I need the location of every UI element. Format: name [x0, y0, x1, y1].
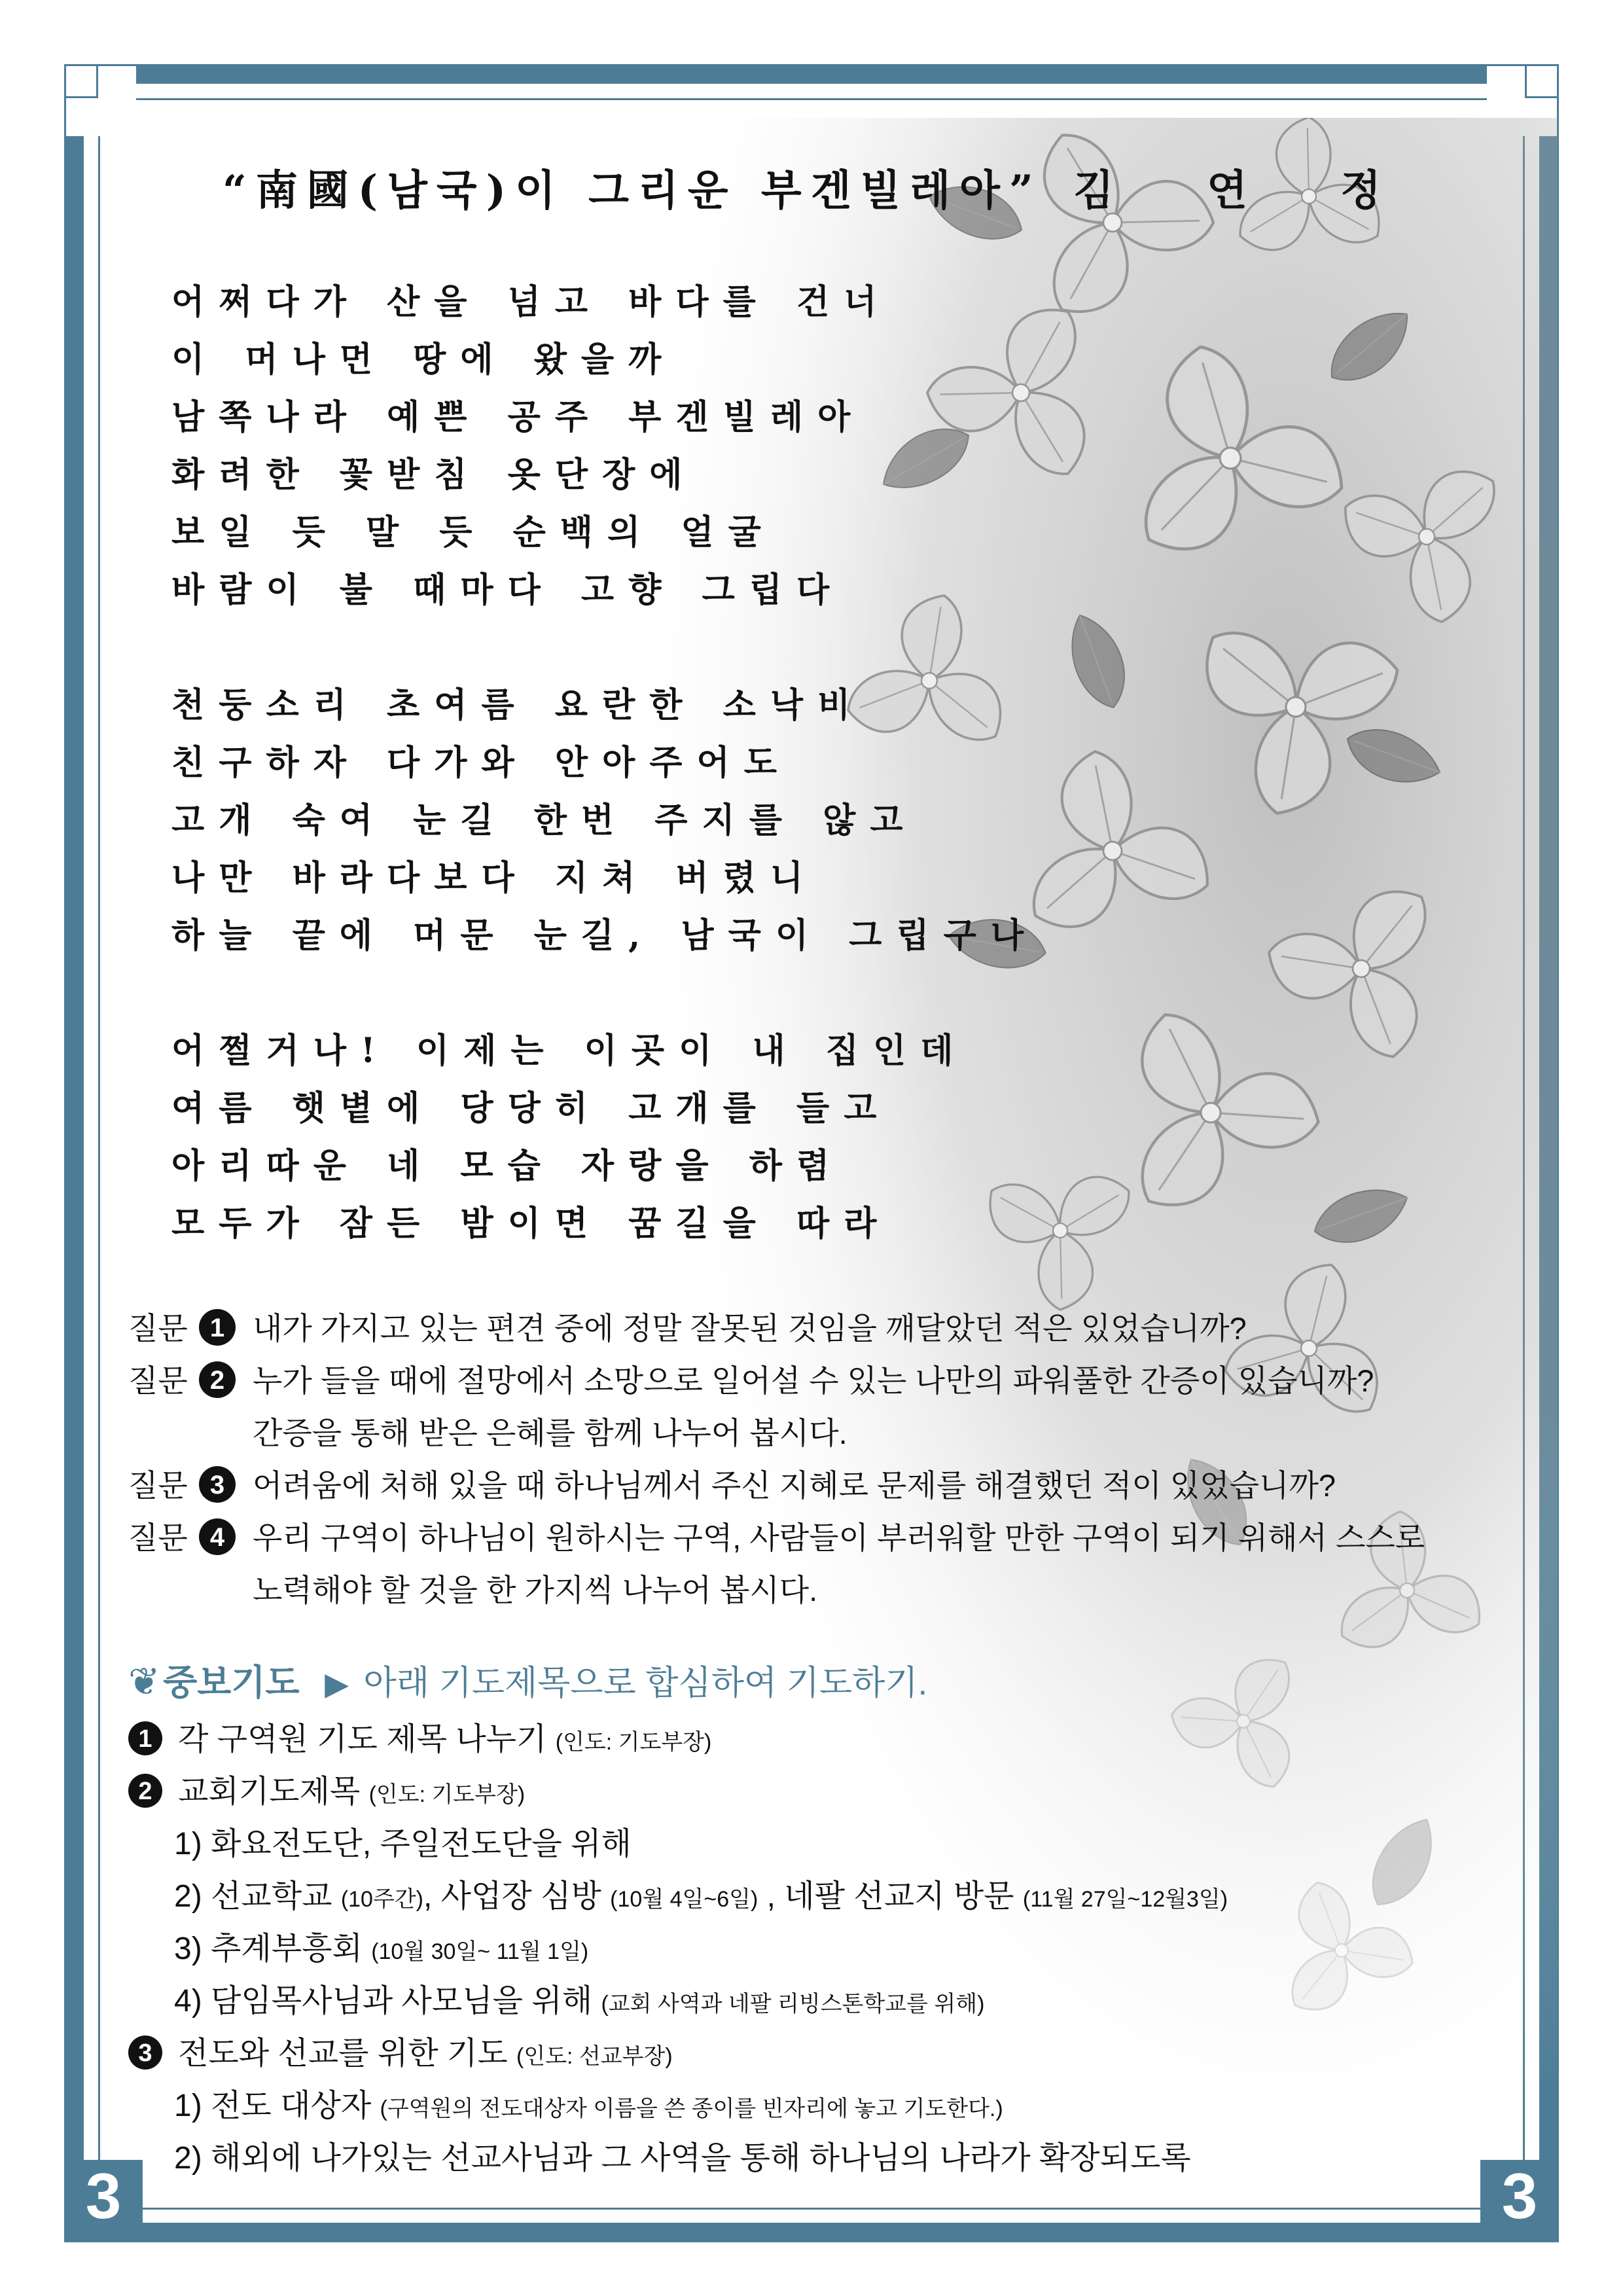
prayer-item: [128, 1923, 1516, 1975]
poem-line: 어쩔거나! 이제는 이곳이 내 집인데: [171, 1031, 968, 1071]
prayer-item-text: 1) 화요전도단, 주일전도단을 위해: [174, 1827, 632, 1861]
prayer-number-badge: 3: [128, 2036, 162, 2070]
prayer-item-text: , 네팔 선교지 방문: [758, 1879, 1023, 1914]
poem-line: 하늘 끝에 머문 눈길, 남국이 그립구나: [171, 916, 1039, 956]
question-number-badge: 2: [199, 1361, 236, 1398]
question-label: 질문: [128, 1363, 188, 1398]
question-number-badge: 3: [199, 1466, 236, 1503]
page-number: 3: [64, 2160, 143, 2232]
prayer-item-text: 2) 해외에 나가있는 선교사님과 그 사역을 통해 하나님의 나라가 확장되도록: [174, 2141, 1191, 2176]
page-number: 3: [1480, 2160, 1559, 2232]
flower-icon: ❦: [128, 1660, 160, 1703]
prayer-section-note: (인도: 기도부장): [555, 1730, 712, 1755]
prayer-item: [128, 2080, 1516, 2132]
prayer-item-text: 4) 담임목사님과 사모님을 위해: [174, 1984, 601, 2018]
prayer-item-text: 1) 전도 대상자: [174, 2089, 380, 2123]
poem-stanza: [171, 677, 1153, 965]
poem-line: 이 머나먼 땅에 왔을까: [171, 340, 676, 380]
prayer-item-text: 2) 선교학교: [174, 1879, 341, 1914]
question-text: 내가 가지고 있는 편견 중에 정말 잘못된 것임을 깨달았던 적은 있었습니까?: [253, 1311, 1247, 1346]
prayer-number-badge: 2: [128, 1774, 162, 1808]
question-text: 어려움에 처해 있을 때 하나님께서 주신 지혜로 문제를 해결했던 적이 있었습니까?: [253, 1468, 1336, 1503]
prayer-section-title: 전도와 선교를 위한 기도: [178, 2036, 508, 2071]
question-text: 누가 들을 때에 절망에서 소망으로 일어설 수 있는 나만의 파워풀한 간증이 있습니까?: [253, 1363, 1374, 1398]
prayer-item: [128, 1871, 1516, 1923]
poem-line: 보일 듯 말 듯 순백의 얼굴: [171, 512, 776, 552]
poem-stanza: [171, 1022, 1153, 1253]
poem-author: 김 연 정: [1073, 166, 1421, 215]
prayer-item: [128, 2132, 1516, 2185]
prayer-section-note: (인도: 선교부장): [516, 2044, 673, 2069]
question-number-badge: 4: [199, 1518, 236, 1555]
prayer-section-title: 각 구역원 기도 제목 나누기: [178, 1722, 547, 1757]
question-label: 질문: [128, 1311, 188, 1346]
poem-line: 친구하자 다가와 안아주어도: [171, 743, 791, 783]
poem-line: 고개 숙여 눈길 한번 주지를 않고: [171, 800, 918, 840]
prayer-item-note: (11월 27일~12월3일): [1022, 1887, 1228, 1912]
prayer-item-text: 3) 추계부흥회: [174, 1931, 372, 1966]
poem-line: 나만 바라다보다 지쳐 버렸니: [171, 858, 818, 898]
poem-line: 바람이 불 때마다 고향 그립다: [171, 570, 844, 610]
poem-title: “南國(남국)이 그리운 부겐빌레아”: [223, 166, 1043, 215]
question-item: [128, 1355, 1516, 1407]
prayer-section: [128, 1713, 1516, 1766]
question-text-continued: 간증을 통해 받은 은혜를 함께 나누어 봅시다.: [253, 1416, 847, 1450]
question-label: 질문: [128, 1468, 188, 1503]
poem-line: 아리따운 네 모습 자랑을 하렴: [171, 1146, 844, 1186]
play-arrow-icon: ▶: [325, 1667, 349, 1702]
question-number-badge: 1: [199, 1309, 236, 1346]
frame-corner-ornament: [64, 64, 136, 136]
poem-line: 남쪽나라 예쁜 공주 부겐빌레아: [171, 397, 865, 437]
prayer-item-note: (10월 30일~ 11월 1일): [371, 1939, 589, 1964]
prayer-title: 중보기도: [163, 1661, 300, 1703]
prayer-header: [128, 1653, 927, 1712]
prayer-item: [128, 1975, 1516, 2028]
poem-line: 모두가 잠든 밤이면 꿈길을 따라: [171, 1204, 891, 1244]
prayer-section: [128, 2028, 1516, 2080]
poem-line: 여름 햇볕에 당당히 고개를 들고: [171, 1088, 891, 1128]
prayer-section-title: 교회기도제목: [178, 1774, 361, 1809]
prayer-number-badge: 1: [128, 1721, 162, 1755]
poem-line: 화려한 꽃받침 옷단장에: [171, 455, 697, 495]
poem-body: [171, 274, 1153, 1310]
prayer-item-note: (교회 사역과 네팔 리빙스톤학교를 위해): [601, 1992, 985, 2017]
prayer-list: [128, 1713, 1516, 2185]
question-text: 우리 구역이 하나님이 원하시는 구역, 사람들이 부러워할 만한 구역이 되기 위해서 스스로: [253, 1520, 1425, 1555]
question-text-continued: 노력해야 할 것을 한 가지씩 나누어 봅시다.: [253, 1573, 818, 1607]
question-item: [128, 1302, 1516, 1355]
question-item: [128, 1512, 1516, 1564]
prayer-item-text: , 사업장 심방: [423, 1879, 611, 1914]
poem-line: 어쩌다가 산을 넘고 바다를 건너: [171, 282, 891, 322]
discussion-questions: [128, 1302, 1516, 1617]
prayer-item-note: (구역원의 전도대상자 이름을 쓴 종이를 빈자리에 놓고 기도한다.): [380, 2096, 1003, 2121]
prayer-section: [128, 1766, 1516, 1818]
poem-stanza: [171, 274, 1153, 619]
poem-line: 천둥소리 초여름 요란한 소낙비: [171, 685, 865, 725]
prayer-subtitle: 아래 기도제목으로 합심하여 기도하기.: [363, 1664, 928, 1702]
prayer-item: [128, 1818, 1516, 1871]
prayer-section-note: (인도: 기도부장): [368, 1782, 526, 1807]
question-item: [128, 1460, 1516, 1512]
question-label: 질문: [128, 1520, 188, 1555]
prayer-item-note: (10주간): [340, 1887, 423, 1912]
prayer-item-note: (10월 4일~6일): [610, 1887, 758, 1912]
